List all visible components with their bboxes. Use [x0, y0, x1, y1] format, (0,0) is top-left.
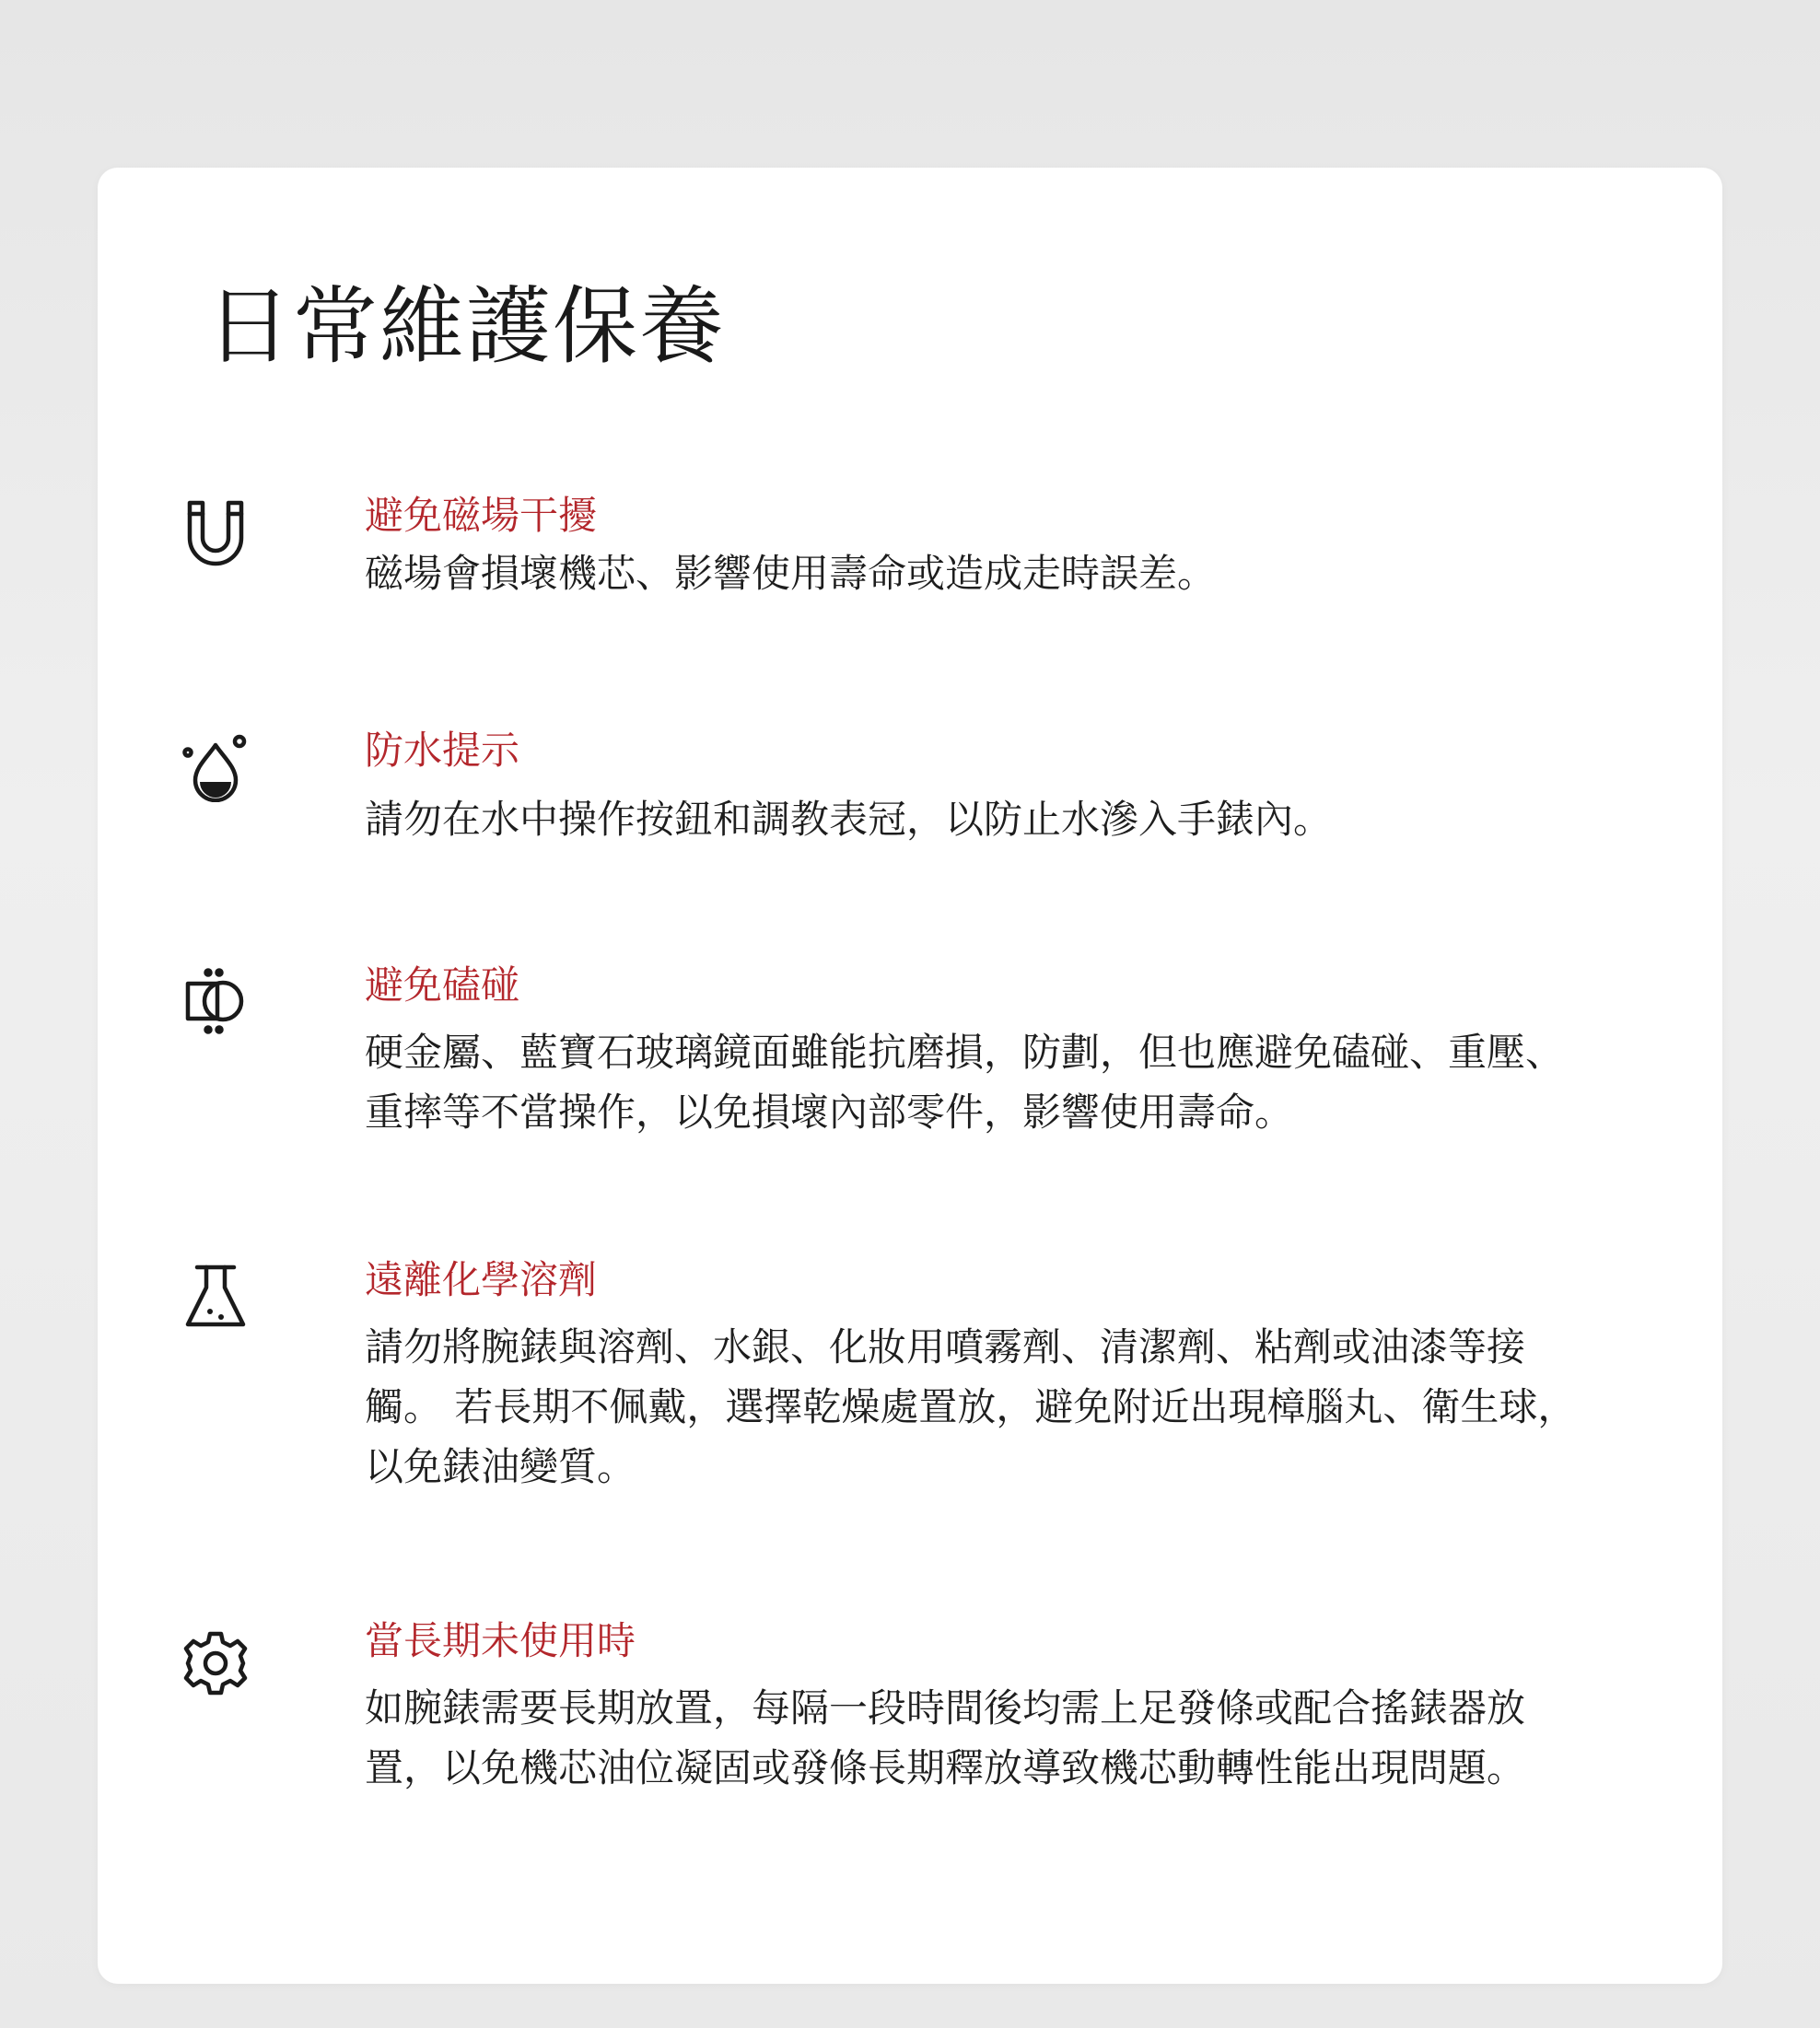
item-heading: 防水提示	[365, 728, 520, 773]
item-description: 如腕錶需要長期放置，每隔一段時間後均需上足發條或配合搖錶器放置，以免機芯油位凝固或發條長期釋放導致機芯動轉性能出現問題。	[365, 1685, 1526, 1790]
magnet-icon	[181, 497, 251, 567]
item-description: 硬金屬、藍寶石玻璃鏡面雖能抗磨損，防劃，但也應避免磕碰、重壓、重摔等不當操作，以免損壞內部零件，影響使用壽命。	[365, 1030, 1565, 1135]
item-description: 請勿將腕錶與溶劑、水銀、化妝用噴霧劑、清潔劑、粘劑或油漆等接觸。 若長期不佩戴，選擇乾燥處置放，避免附近出現樟腦丸、衛生球，以免錶油變質。	[365, 1324, 1577, 1489]
item-heading: 遠離化學溶劑	[365, 1257, 598, 1302]
page-title: 日常維護保養	[206, 277, 727, 376]
collision-icon	[181, 967, 251, 1037]
flask-icon	[181, 1262, 251, 1332]
item-description: 磁場會損壞機芯、影響使用壽命或造成走時誤差。	[365, 551, 1217, 596]
item-heading: 避免磁場干擾	[365, 493, 598, 538]
item-heading: 當長期未使用時	[365, 1618, 636, 1663]
item-heading: 避免磕碰	[365, 962, 520, 1008]
gear-icon	[181, 1628, 251, 1698]
water-drop-icon	[181, 732, 251, 802]
maintenance-card	[98, 168, 1722, 1984]
item-description: 請勿在水中操作按鈕和調教表冠，以防止水滲入手錶內。	[365, 797, 1333, 842]
